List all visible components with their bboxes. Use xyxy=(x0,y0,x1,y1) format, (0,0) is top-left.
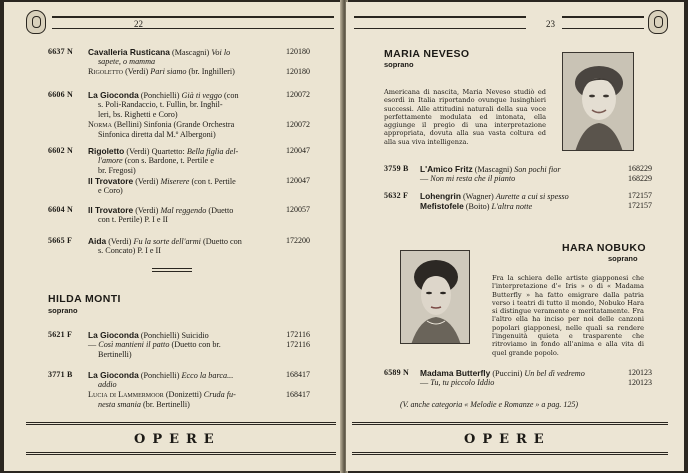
opera-title: Aida xyxy=(88,236,107,246)
opera-title: La Gioconda xyxy=(88,330,139,340)
section-divider xyxy=(152,268,192,269)
footer-rule xyxy=(26,422,336,425)
aria-title: Miserere xyxy=(160,177,190,186)
opera-title: Il Trovatore xyxy=(88,205,134,215)
opera-title: La Gioconda xyxy=(88,90,139,100)
aria-title: addio xyxy=(98,380,117,389)
record-line xyxy=(98,166,136,176)
aria-title: L'altra notte xyxy=(491,202,533,211)
singer-name: MARIA NEVESO xyxy=(384,48,470,60)
record-entry xyxy=(384,164,652,186)
record-entry xyxy=(384,191,652,213)
record-line xyxy=(98,130,216,140)
aria-title: Non mi resta che il pianto xyxy=(430,174,516,183)
section-divider xyxy=(152,271,192,272)
opera-title: Mefistofele xyxy=(420,201,464,211)
voice-type: soprano xyxy=(384,60,414,69)
record-line xyxy=(88,120,234,130)
aria-title: sapete, o mamma xyxy=(98,57,156,66)
matrix-number: 120047 xyxy=(286,176,310,185)
record-entry xyxy=(48,205,310,227)
record-line xyxy=(98,110,178,120)
record-line xyxy=(420,201,532,212)
singer-name: HARA NOBUKO xyxy=(562,242,646,254)
record-text: (Verdi) xyxy=(133,206,161,215)
record-text: Bertinelli) xyxy=(98,350,132,359)
aria-title: Aurette a cui si spesso xyxy=(495,192,569,201)
catalog-number: 3771 B xyxy=(48,370,73,379)
record-line xyxy=(88,67,235,77)
record-text: (Mascagni) xyxy=(169,48,212,57)
header-rule xyxy=(562,16,644,18)
right-page xyxy=(346,2,684,471)
matrix-number: 120180 xyxy=(286,47,310,56)
record-line xyxy=(98,57,155,67)
record-text: leri, bs. Righetti e Coro) xyxy=(98,110,178,119)
record-text: (Verdi) Quartetto: xyxy=(124,147,187,156)
catalog-number: 5665 F xyxy=(48,236,73,245)
record-entry xyxy=(48,146,310,198)
catalog-number: 6604 N xyxy=(48,205,73,214)
matrix-number: 172157 xyxy=(628,201,652,210)
singer-biography: Fra la schiera delle artiste giapponesi che l'interpretazione d'« Iris » o di « Madama Butterfly » ha fatto emigrare dalla patria verso i teatri di tutto il mondo, Nobuko Hara si distingue veramente e meritatamente. Fra l'altro ella ha inciso per noi delle canzoni popolari giapponesi, nelle quali sa rendere l'ingenuità quieta e trasparente che ritroviamo in fondo all'anima e alla vita di quel grande popolo. xyxy=(492,274,644,357)
record-text: (Ponchielli) Suicidio xyxy=(138,331,209,340)
record-text: (Boito) xyxy=(463,202,492,211)
record-line xyxy=(98,186,123,196)
record-text: (Donizetti) xyxy=(163,390,204,399)
record-text: — xyxy=(420,378,431,387)
catalog-number: 6602 N xyxy=(48,146,73,155)
catalog-number: 6589 N xyxy=(384,368,409,377)
aria-title: Tu, tu piccolo Iddio xyxy=(430,378,495,387)
record-line xyxy=(88,390,236,400)
matrix-number: 120072 xyxy=(286,90,310,99)
record-text: (Ponchielli) xyxy=(138,91,182,100)
matrix-number: 120123 xyxy=(628,368,652,377)
footer-rule xyxy=(26,452,336,455)
his-masters-voice-emblem-icon xyxy=(648,10,668,34)
record-entry xyxy=(48,90,310,142)
record-line xyxy=(98,350,132,360)
header-rule xyxy=(162,28,334,29)
record-entry xyxy=(48,236,310,258)
matrix-number: 172116 xyxy=(286,330,310,339)
section-footer: OPERE xyxy=(134,432,221,447)
matrix-number: 120180 xyxy=(286,67,310,76)
matrix-number: 172200 xyxy=(286,236,310,245)
record-text: (Verdi) xyxy=(133,177,161,186)
record-line xyxy=(98,380,117,390)
record-line xyxy=(420,174,515,184)
aria-title: Già ti veggo xyxy=(181,91,222,100)
singer-portrait xyxy=(400,250,470,344)
record-text: — xyxy=(420,174,431,183)
opera-title: La Gioconda xyxy=(88,370,139,380)
record-text: (Mascagni) xyxy=(472,165,515,174)
aria-title: Ecco la barca... xyxy=(181,371,234,380)
record-text: (Duetto con br. xyxy=(169,340,221,349)
record-line xyxy=(98,100,223,110)
record-entry xyxy=(48,47,310,79)
matrix-number: 172157 xyxy=(628,191,652,200)
matrix-number: 172116 xyxy=(286,340,310,349)
aria-title: Bella figlia del- xyxy=(186,147,239,156)
aria-title: Pari siamo xyxy=(150,67,187,76)
record-text: (Duetto xyxy=(206,206,234,215)
singer-biography: Americana di nascita, Maria Neveso studiò ed esordì in Italia riportando ovunque lusinghieri successi. Alle attitudini naturali della sua voce perfettamente modulata ed intonata, ella aggiunge il pregio di una interpretazione appropriata, dovuta alla sua vasta coltura ed alla sua viva intelligenza. xyxy=(384,88,546,146)
opera-title: Cavalleria Rusticana xyxy=(88,47,170,57)
record-entry xyxy=(384,368,652,390)
record-text: s. Poli-Randaccio, t. Fullin, br. Inghil- xyxy=(98,100,223,109)
aria-title: nesta smania xyxy=(98,400,141,409)
record-text: s. Concato) P. I e II xyxy=(98,246,161,255)
his-masters-voice-emblem-icon xyxy=(26,10,46,34)
catalog-number: 5621 F xyxy=(48,330,73,339)
singer-portrait xyxy=(562,52,634,151)
aria-title: Voi lo xyxy=(211,48,231,57)
record-line xyxy=(420,378,494,388)
cross-reference-note: (V. anche categoria « Melodie e Romanze » a pag. 125) xyxy=(400,400,579,409)
record-entry xyxy=(48,330,310,362)
matrix-number: 168417 xyxy=(286,370,310,379)
matrix-number: 168417 xyxy=(286,390,310,399)
record-line xyxy=(98,215,168,225)
opera-title: Il Trovatore xyxy=(88,176,134,186)
footer-rule xyxy=(352,422,668,425)
record-text: — xyxy=(88,340,99,349)
header-rule xyxy=(162,16,334,18)
record-text: br. Fregosi) xyxy=(98,166,136,175)
record-text: (con s. Bardone, t. Pertile e xyxy=(122,156,214,165)
aria-title: Son pochi fior xyxy=(514,165,561,174)
voice-type: soprano xyxy=(48,306,78,315)
catalog-number: 6606 N xyxy=(48,90,73,99)
aria-title: Cruda fu- xyxy=(203,390,236,399)
record-text: (br. Bertinelli) xyxy=(140,400,190,409)
record-text: con t. Pertile) P. I e II xyxy=(98,215,169,224)
voice-type: soprano xyxy=(608,254,638,263)
record-text: Lucia di Lammermoor xyxy=(88,390,164,399)
catalog-number: 3759 B xyxy=(384,164,409,173)
header-rule xyxy=(52,28,180,29)
record-line xyxy=(98,400,190,410)
record-text: (con t. Pertile xyxy=(189,177,236,186)
aria-title: l'amore xyxy=(98,156,123,165)
aria-title: Così mantieni il patto xyxy=(98,340,170,349)
catalog-number: 5632 F xyxy=(384,191,409,200)
catalog-number: 6637 N xyxy=(48,47,73,56)
record-text: Rigoletto xyxy=(88,67,124,76)
matrix-number: 120123 xyxy=(628,378,652,387)
header-rule xyxy=(354,28,526,29)
aria-title: Un bel dì vedremo xyxy=(524,369,585,378)
matrix-number: 168229 xyxy=(628,164,652,173)
header-rule xyxy=(52,16,180,18)
aria-title: Mal reggendo xyxy=(160,206,207,215)
left-page xyxy=(4,2,342,471)
page-number: 23 xyxy=(546,19,555,29)
opera-title: Rigoletto xyxy=(88,146,125,156)
record-line xyxy=(98,246,161,256)
record-text: (con xyxy=(221,91,239,100)
record-text: (Wagner) xyxy=(460,192,496,201)
footer-rule xyxy=(352,452,668,455)
section-footer: OPERE xyxy=(464,432,551,447)
opera-title: Lohengrin xyxy=(420,191,461,201)
matrix-number: 168229 xyxy=(628,174,652,183)
record-text: e Coro) xyxy=(98,186,123,195)
portrait-image xyxy=(401,251,470,344)
record-entry xyxy=(48,370,310,412)
record-text: (br. Inghilleri) xyxy=(186,67,235,76)
record-text: Sinfonica diretta dal M.º Albergoni) xyxy=(98,130,216,139)
record-line xyxy=(88,340,221,350)
matrix-number: 120057 xyxy=(286,205,310,214)
matrix-number: 120047 xyxy=(286,146,310,155)
matrix-number: 120072 xyxy=(286,120,310,129)
portrait-image xyxy=(563,53,634,151)
aria-title: Fu la sorte dell'armi xyxy=(133,237,201,246)
header-rule xyxy=(562,28,644,29)
record-text: (Duetto con xyxy=(200,237,242,246)
record-text: Norma xyxy=(88,120,112,129)
opera-title: Madama Butterfly xyxy=(420,368,491,378)
record-line xyxy=(98,156,214,166)
header-rule xyxy=(354,16,526,18)
singer-name: HILDA MONTI xyxy=(48,293,121,305)
opera-title: L'Amico Fritz xyxy=(420,164,473,174)
record-text: (Verdi) xyxy=(106,237,134,246)
record-text: (Verdi) xyxy=(123,67,151,76)
record-text: (Ponchielli) xyxy=(138,371,182,380)
record-text: (Bellini) Sinfonia (Grande Orchestra xyxy=(111,120,235,129)
record-text: (Puccini) xyxy=(490,369,525,378)
page-number: 22 xyxy=(134,19,143,29)
